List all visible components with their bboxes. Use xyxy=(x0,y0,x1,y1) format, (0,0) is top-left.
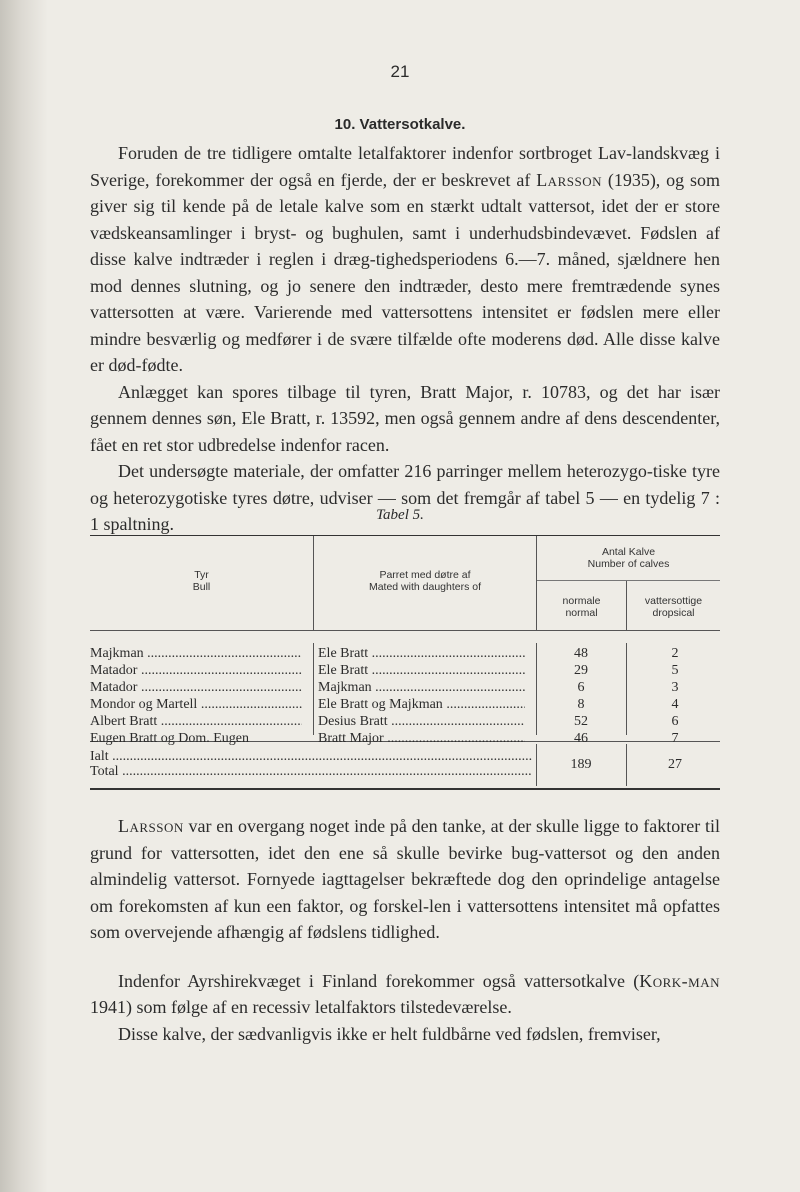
page-edge-shadow xyxy=(0,0,48,1192)
total-dropsical: 27 xyxy=(668,757,682,772)
mated-cell: Ele Bratt ..... xyxy=(318,662,525,679)
paragraph: Det undersøgte materiale, der omfatter 216 parringer mellem heterozygo-tiske tyre og heterozygotiske tyres døtre, udviser — som det fremgår af tabel 5 — en tydelig 7 : 1 spaltning. xyxy=(90,461,720,534)
table-row xyxy=(90,662,720,679)
header-bull: Tyr Bull xyxy=(192,569,211,593)
header-calves: Antal Kalve Number of calves xyxy=(587,546,670,570)
dropsical-cell: 6 xyxy=(671,714,679,729)
table-caption: Tabel 5. xyxy=(376,507,424,523)
paragraph: Anlægget kan spores tilbage til tyren, Bratt Major, r. 10783, og det har især gennem dennes søn, Ele Bratt, r. 13592, men også gennem andre af dens descendenter, fået en ret stor udbredelse indenfor racen. xyxy=(90,381,720,455)
table-row xyxy=(90,696,720,713)
table-row xyxy=(90,645,720,662)
header-mated: Parret med døtre af Mated with daughters of xyxy=(368,569,482,593)
paragraph: Foruden de tre tidligere omtalte letalfaktorer indenfor sortbroget Lav-landskvæg i Sverige, forekommer der også en fjerde, der er beskrevet af Larsson (1935), og som giver sig til kende på de letale kalve som en stærkt udtalt vattersot, idet der er store vædskeansamlinger i bryst- og bughulen, samt i underhudsbindevævet. Fødslen af disse kalve indtræder i reglen i dræg-tighedsperiodens 6.—7. måned, sjældnere hen mod dennes slutning, og jo senere den indtræder, desto mere fremtrædende synes vattersotten at være. Varierende med vattersottens intensitet er fødslen mere eller mindre besværlig og medfører i de svære tilfælde ofte moderens død. Alle disse kalve er død-fødte. xyxy=(90,143,720,375)
bull-cell: Majkman ..... xyxy=(90,645,302,662)
header-normal: normale normal xyxy=(562,595,601,619)
bull-cell: Matador ..... xyxy=(90,662,302,679)
normal-cell: 29 xyxy=(574,663,588,678)
total-normal: 189 xyxy=(570,757,592,772)
dropsical-cell: 4 xyxy=(671,697,679,712)
table-subheader-rule xyxy=(537,580,720,581)
bull-cell: Mondor og Martell ..... xyxy=(90,696,302,713)
normal-cell: 46 xyxy=(574,731,588,746)
table-row xyxy=(90,679,720,696)
normal-cell: 8 xyxy=(577,697,585,712)
mated-cell: Ele Bratt ..... xyxy=(318,645,525,662)
table-row xyxy=(90,713,720,730)
page-number: 21 xyxy=(390,62,410,81)
normal-cell: 48 xyxy=(574,646,588,661)
table-bottom-rule xyxy=(90,788,720,790)
total-row xyxy=(90,749,720,779)
paragraph: Indenfor Ayrshirekvæget i Finland forekommer også vattersotkalve (Kork-man 1941) som følge af en recessiv letalfaktors tilstedeværelse. xyxy=(90,970,720,1017)
mated-cell: Desius Bratt ..... xyxy=(318,713,525,730)
section-title: 10. Vattersotkalve. xyxy=(334,116,466,133)
header-dropsical: vattersottige dropsical xyxy=(644,595,703,619)
body-text-bottom xyxy=(90,813,720,1047)
normal-cell: 6 xyxy=(577,680,585,695)
body-text-top xyxy=(90,140,720,538)
paragraph: Larsson var en overgang noget inde på den tanke, at der skulle ligge to faktorer til grund for vattersotten, idet den ene så skulle bevirke bug-vattersot og den anden almindelig vattersot. Fornyede iagttagelser bekræftede dog den oprindelige antagelse om forekomsten af kun een faktor, og forskel-len i vattersottens intensitet må opfattes som overvejende afhængig af fødslens tidlighed. xyxy=(90,816,720,942)
dropsical-cell: 3 xyxy=(671,680,679,695)
mated-cell: Ele Bratt og Majkman ..... xyxy=(318,696,525,713)
bull-cell: Albert Bratt ..... xyxy=(90,713,302,730)
bull-cell: Eugen Bratt og Dom. Eugen xyxy=(90,731,250,746)
table-row xyxy=(90,730,720,747)
mated-cell: Bratt Major ..... xyxy=(318,730,525,747)
normal-cell: 52 xyxy=(574,714,588,729)
dropsical-cell: 5 xyxy=(671,663,679,678)
dropsical-cell: 2 xyxy=(671,646,679,661)
mated-cell: Majkman ..... xyxy=(318,679,525,696)
table-header-rule xyxy=(90,630,720,631)
table-top-rule xyxy=(90,535,720,536)
bull-cell: Matador ..... xyxy=(90,679,302,696)
dropsical-cell: 7 xyxy=(671,731,679,746)
total-label: Ialt ..... xyxy=(90,749,532,764)
total-label: Total ..... xyxy=(90,764,532,779)
paragraph: Disse kalve, der sædvanligvis ikke er helt fuldbårne ved fødslen, fremviser, xyxy=(118,1023,661,1044)
